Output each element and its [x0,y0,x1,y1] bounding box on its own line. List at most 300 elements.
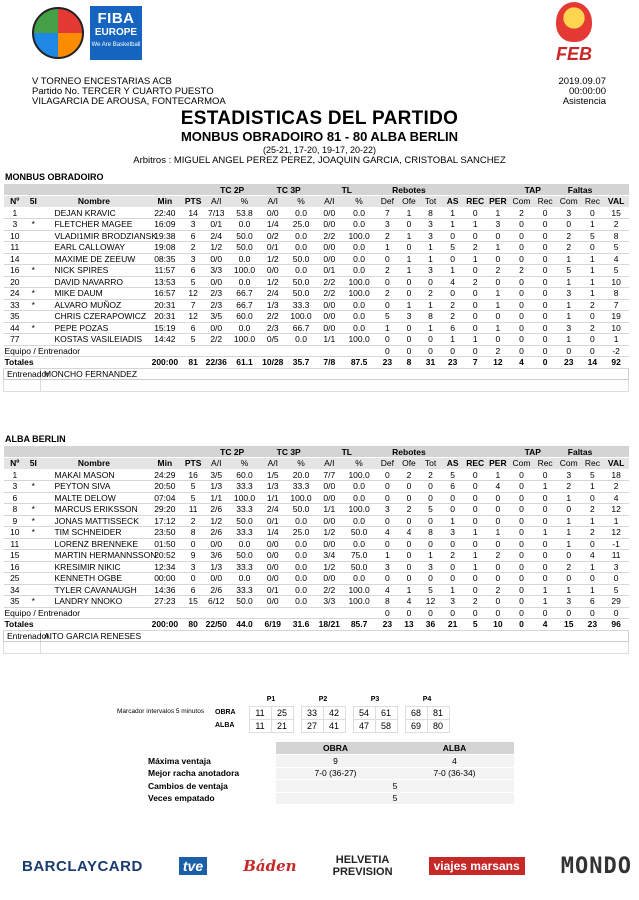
total-cell: 12 [487,357,510,369]
stat-cell: 0 [464,469,487,481]
stat-cell: 33.3 [229,504,261,516]
stat-cell: 0/0 [204,322,229,334]
stat-cell: 6 [581,596,604,608]
total-cell: 0 [509,619,534,631]
stat-cell: 0 [420,276,442,288]
stat-cell: 6 [182,584,204,596]
column-header: VAL [604,196,629,208]
stat-cell: 1 [441,207,464,219]
column-header: % [342,196,377,208]
team-name-away: ALBA BERLIN [5,434,66,444]
sponsor-helvetia [333,854,393,878]
stat-cell: 0 [534,276,557,288]
stat-cell: 0.0 [342,253,377,265]
stat-cell: 2 [487,265,510,277]
column-header: VAL [604,458,629,470]
stat-cell: 15 [604,207,629,219]
stat-cell: 29 [604,596,629,608]
stat-cell: 2/6 [204,504,229,516]
stat-cell: 4 [377,527,399,539]
stat-cell: 6 [182,230,204,242]
player-row [4,230,629,242]
stat-cell: 1 [556,515,581,527]
stat-cell: 4 [487,481,510,493]
stat-cell: 0 [420,573,442,585]
stat-cell: 1 [420,550,442,562]
stat-cell: 0 [534,230,557,242]
stat-cell: 11:57 [147,265,182,277]
sponsor-marsans: viajes marsans [429,857,525,875]
stat-cell: 1 [420,242,442,254]
blank-row [4,380,629,392]
stat-cell: 0 [556,607,581,619]
stat-cell: 44 [4,322,27,334]
stat-cell: 0 [377,334,399,346]
stat-cell: 0 [581,242,604,254]
stat-cell [26,242,40,254]
stat-cell: 20.0 [285,469,317,481]
stat-cell: 00:00 [147,573,182,585]
interval-team-label: ALBA [215,722,235,729]
player-row [4,492,629,504]
stat-cell: 100.0 [342,504,377,516]
stat-cell: 3 [420,230,442,242]
stat-cell: 0 [534,219,557,231]
total-cell: 18/21 [318,619,340,630]
total-cell: 81 [182,357,204,369]
stat-cell: 1/4 [260,219,285,231]
stat-cell: 0/0 [317,242,342,254]
stat-cell: 0/0 [260,538,285,550]
header-spacer [4,184,204,196]
stat-cell [26,253,40,265]
stat-cell: 100.0 [229,334,261,346]
stat-cell: 0 [556,550,581,562]
stat-cell: 1 [487,207,510,219]
stat-cell: 0 [487,311,510,323]
stat-cell: * [26,288,40,300]
stat-cell: 0/0 [204,573,229,585]
stat-cell: 1 [441,515,464,527]
player-name: TYLER CAVANAUGH [40,584,147,596]
stat-cell: 0/0 [317,573,342,585]
stat-cell: 50.0 [285,253,317,265]
stat-cell: 2/2 [317,276,342,288]
stat-cell: 14 [4,253,27,265]
stat-cell: 1 [556,584,581,596]
stat-cell: 3/5 [204,469,229,481]
summary-value: 5 [276,780,514,793]
stat-cell: 0 [556,573,581,585]
column-header: Nº [4,196,27,208]
blank-cell [40,380,628,392]
match-datetime [558,77,606,107]
stat-cell: 0 [509,550,534,562]
stat-cell: 1 [556,253,581,265]
stat-cell: 0/0 [204,276,229,288]
stat-cell: 20 [4,276,27,288]
total-cell: 23 [377,619,399,631]
stat-cell: 1 [487,242,510,254]
stat-cell: 0 [398,219,420,231]
player-row [4,538,629,550]
stat-cell: 0.0 [285,584,317,596]
stat-cell: 100.0 [342,596,377,608]
stat-cell: 33.3 [229,561,261,573]
stat-cell: 0.0 [342,492,377,504]
stat-cell: 0 [464,299,487,311]
stat-cell: 0 [604,573,629,585]
stat-cell: 0 [487,276,510,288]
stat-cell [26,230,40,242]
total-cell: 61.1 [229,357,261,369]
stat-cell: 0.0 [285,265,317,277]
stat-cell: 7/13 [204,207,229,219]
stat-cell: 5 [182,492,204,504]
stat-cell [26,311,40,323]
stat-cell: 0.0 [229,322,261,334]
stat-cell: 0 [377,492,399,504]
stat-cell: 0 [182,538,204,550]
stat-cell: 3 [441,596,464,608]
stat-cell: 1/2 [260,253,285,265]
column-header: % [285,196,317,208]
stat-cell: 0 [487,334,510,346]
totals-label: Totales [4,357,148,369]
player-row [4,469,629,481]
player-row [4,334,629,346]
stat-cell: 1 [441,584,464,596]
stat-cell: 1 [398,299,420,311]
stat-cell: 6 [441,481,464,493]
attendance-label: Asistencia [562,96,606,107]
summary-label: Máxima ventaja [145,755,276,768]
stat-cell: 0.0 [342,299,377,311]
stat-cell: 1 [464,550,487,562]
interval-score: 21 [271,719,293,732]
interval-score: 41 [323,719,345,732]
stat-cell: 2/4 [260,504,285,516]
player-row [4,311,629,323]
intervals-row-alba [215,719,449,732]
stat-cell: 2 [464,242,487,254]
total-cell: 7/8 [317,357,342,369]
column-header: Nombre [40,196,147,208]
player-name: KENNETH OGBE [40,573,147,585]
stat-cell: 0 [487,230,510,242]
stat-cell: 19 [604,311,629,323]
stat-cell: 0 [420,607,442,619]
stat-cell: 2/3 [204,299,229,311]
stat-cell: 12 [420,596,442,608]
stat-cell: 23:50 [147,527,182,539]
stat-cell: 1 [398,584,420,596]
column-group-header: Faltas [556,446,603,458]
stat-cell: 0/0 [260,596,285,608]
column-header: 5I [26,458,40,470]
stat-cell: 3 [420,561,442,573]
stat-cell: 77 [4,334,27,346]
sponsor-helvetia-line2: PREVISION [332,866,393,878]
stat-cell: 0 [534,469,557,481]
stat-cell: 0 [441,288,464,300]
player-row [4,584,629,596]
stat-cell: 0/0 [317,515,342,527]
stat-cell: 0/0 [260,550,285,562]
stat-cell: * [26,527,40,539]
sponsor-mondo: MONDO [560,853,632,879]
total-cell: 6/19 [260,619,285,631]
stat-cell: 1 [441,219,464,231]
stat-cell: 0 [509,584,534,596]
stat-cell: 25 [4,573,27,585]
interval-score: 81 [427,706,449,719]
stat-cell: 3 [487,219,510,231]
stat-cell: 100.0 [342,230,377,242]
stat-cell: 0/0 [260,573,285,585]
stat-cell: 16 [4,265,27,277]
stat-cell: 1 [534,527,557,539]
stat-cell: 53.8 [229,207,261,219]
stat-cell: 0 [581,334,604,346]
stat-cell: 0.0 [342,219,377,231]
stat-cell: 20:31 [147,311,182,323]
column-header: Tot [420,196,442,208]
stat-cell: 3 [556,596,581,608]
stat-cell: 0 [534,288,557,300]
column-header: A/I [204,458,229,470]
stat-cell: 8 [604,230,629,242]
stat-cell: 0/0 [260,561,285,573]
stat-cell: 0/1 [260,584,285,596]
sponsor-baden: Báden [243,857,297,875]
stat-cell: 33 [4,299,27,311]
stat-cell [26,561,40,573]
stat-cell [26,573,40,585]
stat-cell: 0 [441,607,464,619]
column-header: Min [147,458,182,470]
sponsor-tve: tve [179,857,207,875]
stat-cell: 7 [604,299,629,311]
stat-cell: 1/2 [317,527,342,539]
stat-cell: 2/2 [317,230,342,242]
stat-cell: 6 [182,265,204,277]
player-row [4,207,629,219]
stat-cell: 0 [509,481,534,493]
stat-cell: 1 [556,492,581,504]
stat-cell: 2 [420,288,442,300]
stat-cell: 0 [441,492,464,504]
column-header: Rec [534,196,557,208]
player-name: PEYTON SIVA [40,481,147,493]
stat-cell: 1 [398,230,420,242]
total-cell: 14 [581,357,604,369]
column-group-header: TL [317,446,377,458]
stat-cell: 0 [509,607,534,619]
stat-cell: 3 [377,561,399,573]
stat-cell: 2 [487,550,510,562]
total-cell: 10/28 [262,357,284,368]
period-label: P1 [266,695,276,703]
stat-cell: 11 [4,242,27,254]
blank-cell [40,642,628,654]
stat-cell: 0 [534,322,557,334]
stat-cell: 5 [420,584,442,596]
stat-cell: 15 [182,596,204,608]
stat-cell: 0 [441,230,464,242]
stat-cell: 0 [534,492,557,504]
stat-cell: 6 [441,322,464,334]
tournament-name: V TORNEO ENCESTARIAS ACB [32,76,172,87]
stat-cell: 0 [534,504,557,516]
stat-cell: 7 [377,207,399,219]
stat-cell: 7 [182,299,204,311]
referees: Arbitros : MIGUEL ANGEL PEREZ PEREZ, JOAQUIN GARCIA, CRISTOBAL SANCHEZ [133,155,506,166]
stat-cell: 5 [581,469,604,481]
intervals-row-obra [215,706,449,719]
total-cell: 4 [534,619,557,631]
stat-cell: 24:29 [147,469,182,481]
total-cell: 23 [377,357,399,369]
interval-score: 11 [249,706,271,719]
stat-cell: 16 [182,469,204,481]
header-row-columns [4,196,629,208]
stat-cell: 0 [441,504,464,516]
final-score: MONBUS OBRADOIRO 81 - 80 ALBA BERLIN [180,129,459,144]
stat-cell: 08:35 [147,253,182,265]
stat-cell: 50.0 [285,276,317,288]
stat-cell: 66.7 [229,288,261,300]
stat-cell: 1 [556,299,581,311]
column-header: Ofe [398,458,420,470]
player-row [4,242,629,254]
column-header: Def [377,196,399,208]
stat-cell: 1 [398,207,420,219]
stat-cell: * [26,504,40,516]
header-spacer [441,446,509,458]
stat-cell: 0 [534,550,557,562]
stat-cell: 50.0 [285,504,317,516]
stat-cell: 0/0 [260,207,285,219]
coach-row [4,630,629,642]
total-cell: 5 [464,619,487,631]
column-group-header: TC 3P [260,184,317,196]
stat-cell: 1 [487,527,510,539]
stat-cell: 50.0 [229,242,261,254]
stat-cell: 1 [581,265,604,277]
stat-cell: 1 [441,265,464,277]
column-header: A/I [317,196,342,208]
stat-cell: 2/4 [260,288,285,300]
stat-cell: 1 [581,253,604,265]
stat-cell: 2 [581,527,604,539]
stat-cell: 11 [4,538,27,550]
stat-cell: 1 [377,242,399,254]
stat-cell: 0 [509,219,534,231]
stat-cell: 12 [182,288,204,300]
stat-cell: 0.0 [285,334,317,346]
stat-cell: 0 [441,573,464,585]
stat-cell: 0/0 [317,311,342,323]
stat-cell: 0.0 [342,481,377,493]
interval-score: 69 [405,719,427,732]
stat-cell: 2 [556,242,581,254]
stat-cell: 20:31 [147,299,182,311]
stat-cell: 1/4 [260,527,285,539]
stat-cell [26,492,40,504]
stat-cell: 1 [4,207,27,219]
stat-cell: 0 [581,607,604,619]
interval-score: 80 [427,719,449,732]
stat-cell: 0 [377,538,399,550]
stat-cell: 0 [509,515,534,527]
stat-cell: 3/3 [317,596,342,608]
stat-cell: 0/0 [317,299,342,311]
stat-cell: 1 [534,596,557,608]
stat-cell: 50.0 [342,527,377,539]
stat-cell: 16:09 [147,219,182,231]
column-group-header: TC 2P [204,446,261,458]
stat-cell: 12 [604,527,629,539]
intervals-table [215,693,450,733]
stat-cell: 9 [4,515,27,527]
stat-cell: 2 [398,469,420,481]
stat-cell: 1 [377,322,399,334]
column-header: AS [441,196,464,208]
stat-cell: 0 [487,504,510,516]
stat-cell: 3 [556,322,581,334]
total-cell: 4 [509,357,534,369]
column-header: Rec [534,458,557,470]
total-cell: 23 [581,619,604,631]
stat-cell: 3 [377,504,399,516]
column-header: Com [509,196,534,208]
stat-cell: 5 [182,481,204,493]
feb-crest-icon [556,2,592,42]
stat-cell: 2 [581,322,604,334]
match-date: 2019.09.07 [558,76,606,87]
stat-cell: 35 [4,596,27,608]
stat-cell: 1 [581,584,604,596]
player-row [4,527,629,539]
stat-cell: 1 [581,276,604,288]
player-name: PEPE POZAS [40,322,147,334]
stat-cell: 0 [534,253,557,265]
stat-cell: 0 [509,334,534,346]
stat-cell: 1/2 [260,276,285,288]
stats-table-home [3,184,629,392]
player-row [4,596,629,608]
total-cell: 7 [464,357,487,369]
stat-cell: 1 [420,322,442,334]
stat-cell: 0.0 [342,265,377,277]
player-name: MALTE DELOW [40,492,147,504]
stat-cell: 0 [464,481,487,493]
player-name: EARL CALLOWAY [40,242,147,254]
column-header: Ofe [398,196,420,208]
stat-cell: 0/0 [204,253,229,265]
stat-cell: 0 [509,504,534,516]
stat-cell: 1 [556,334,581,346]
stat-cell: 0 [377,515,399,527]
stat-cell: 2 [556,481,581,493]
stat-cell: 0 [581,207,604,219]
column-header: Tot [420,458,442,470]
stat-cell: 0 [464,265,487,277]
stat-cell: 4 [398,596,420,608]
total-cell: 0 [534,357,557,369]
stat-cell: 3 [377,219,399,231]
